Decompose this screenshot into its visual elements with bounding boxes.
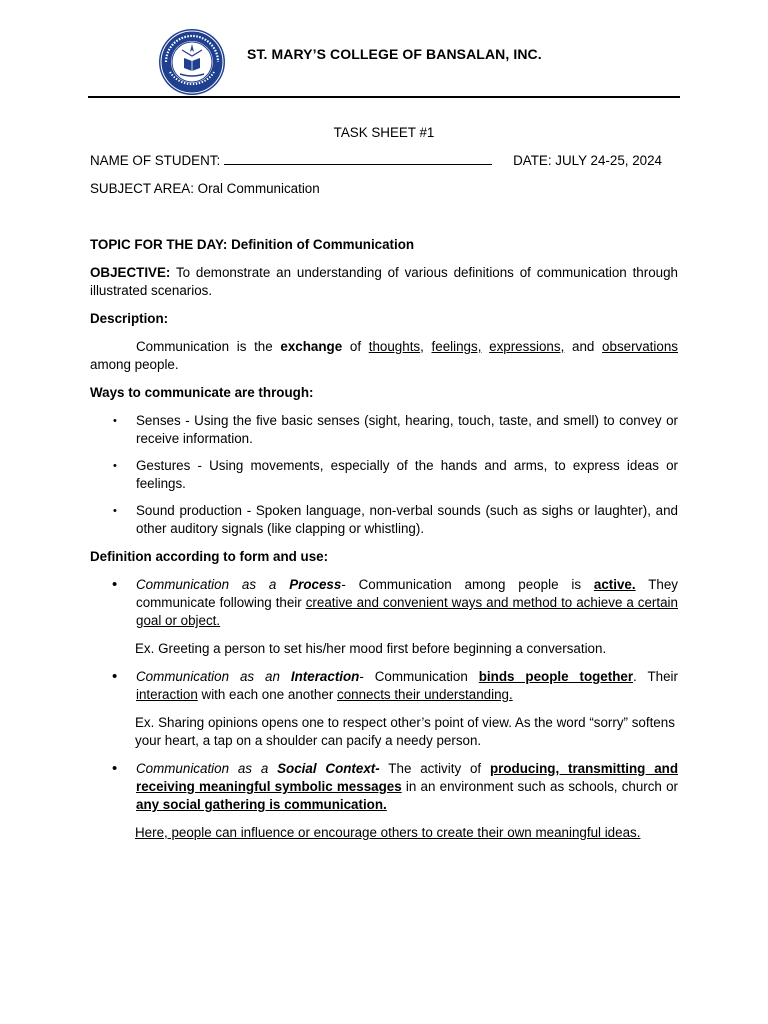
bullet-icon: • [113, 415, 117, 427]
bullet-icon: • [113, 460, 117, 472]
college-seal-icon [158, 28, 226, 96]
term-process: Process [289, 577, 342, 592]
objective-paragraph [90, 264, 678, 300]
definitions-list-2 [90, 668, 678, 704]
bullet-icon: • [112, 576, 118, 593]
definitions-heading: Definition according to form and use: [90, 549, 329, 564]
example-interaction: Ex. Sharing opinions opens one to respect other’s point of view. As the word “sorry” softens your heart, a tap on a shoulder can pacify a needy person. [135, 715, 675, 748]
example-process: Ex. Greeting a person to set his/her mood first before beginning a conversation. [135, 641, 607, 656]
date-label: DATE: JULY 24-25, 2024 [513, 153, 662, 168]
definition-social-context: • Communication as a Social Context- The activity of producing, transmitting and receiving meaningful symbolic messages in an environment such as schools, church or any social gathering is communication. [112, 760, 679, 812]
definitions-list-3 [90, 760, 678, 814]
objective-text: To demonstrate an understanding of various definitions of communication through illustrated scenarios. [90, 265, 678, 298]
document-header [88, 28, 680, 96]
bullet-icon: • [112, 760, 118, 777]
description-paragraph: Communication is the exchange of thoughts, feelings, expressions, and observations among people. [90, 339, 678, 372]
bullet-icon: • [112, 668, 118, 685]
description-label: Description: [90, 311, 169, 326]
objective-label: OBJECTIVE: [90, 265, 171, 280]
definition-process: • Communication as a Process- Communication among people is active. They communicate following their creative and convenient ways and method to achieve a certain goal or object. [112, 576, 678, 628]
term-binds: binds people together [478, 669, 634, 684]
term-feelings: feelings, [431, 339, 482, 354]
list-item: • Gestures - Using movements, especially of the hands and arms, to express ideas or feelings. [113, 458, 678, 491]
student-info-line [90, 152, 678, 170]
term-interaction: Interaction [290, 669, 360, 684]
definition-interaction: • Communication as an Interaction- Communication binds people together. Their interaction with each one another connects their understanding. [112, 668, 678, 702]
definitions-list [90, 576, 678, 630]
subject-area: SUBJECT AREA: Oral Communication [90, 181, 320, 196]
student-name-field[interactable] [90, 152, 492, 170]
school-name: ST. MARY’S COLLEGE OF BANSALAN, INC. [247, 46, 542, 62]
task-sheet-title: TASK SHEET #1 [333, 125, 435, 140]
term-producing: producing, transmitting and receiving meaningful symbolic messages [136, 761, 679, 794]
list-item: • Senses - Using the five basic senses (sight, hearing, touch, taste, and smell) to convey or receive information. [113, 413, 678, 446]
term-social-context: Social Context- [277, 761, 380, 776]
bullet-icon: • [113, 505, 117, 517]
ways-list [90, 412, 678, 538]
student-name-label: NAME OF STUDENT: [90, 153, 221, 168]
term-expressions: expressions, [489, 339, 565, 354]
term-gathering: any social gathering is communication. [136, 797, 387, 812]
term-exchange: exchange [280, 339, 343, 354]
term-observations: observations [602, 339, 678, 354]
header-divider [88, 96, 680, 98]
document-body [90, 124, 678, 852]
student-name-blank[interactable] [224, 152, 492, 165]
ways-heading: Ways to communicate are through: [90, 385, 314, 400]
example-social-context: Here, people can influence or encourage others to create their own meaningful ideas. [135, 825, 641, 840]
term-active: active. [593, 577, 636, 592]
term-thoughts: thoughts [368, 339, 421, 354]
topic-heading: TOPIC FOR THE DAY: Definition of Communication [90, 237, 415, 252]
list-item: • Sound production - Spoken language, non-verbal sounds (such as sighs or laughter), and other auditory signals (like clapping or whistling). [113, 503, 678, 536]
